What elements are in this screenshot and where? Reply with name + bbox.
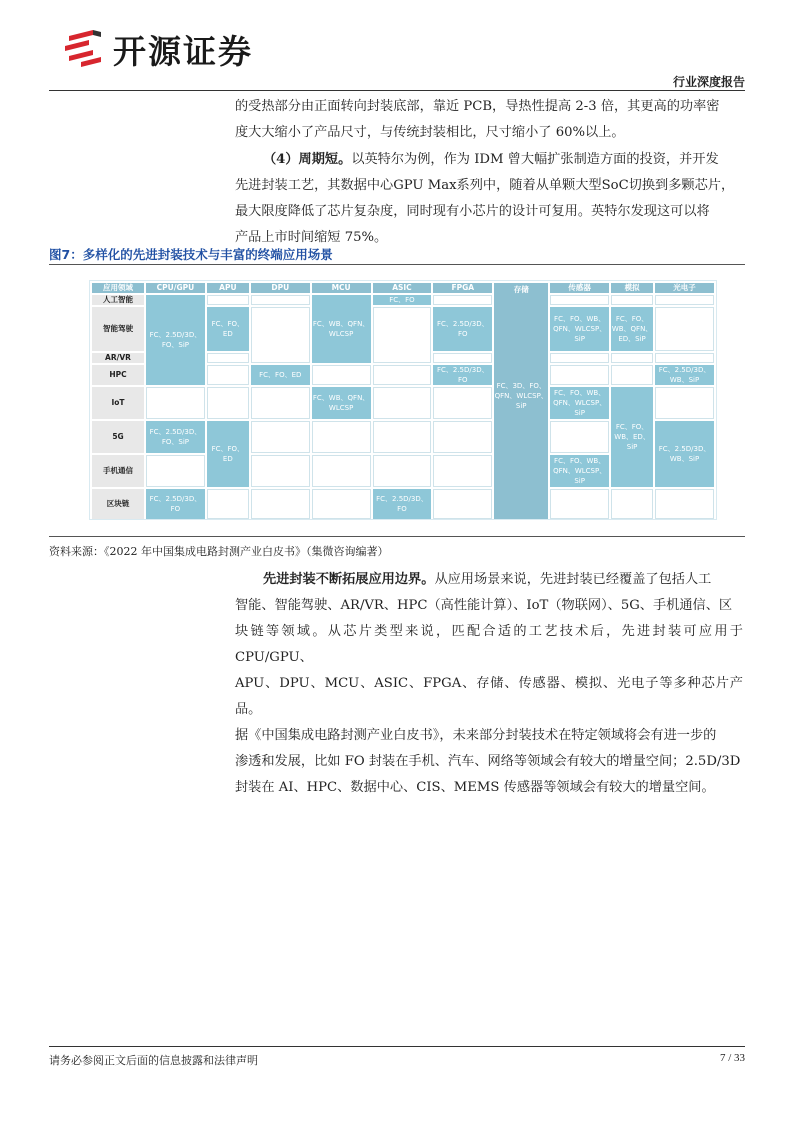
table-cell: FC、2.5D/3D、FO、SiP [146, 295, 205, 385]
col-header: FPGA [433, 283, 492, 293]
col-header: 模拟 [611, 283, 653, 293]
row-header: 5G [92, 421, 144, 453]
table-cell: FC、WB、QFN、WLCSP [312, 387, 371, 419]
col-header: CPU/GPU [146, 283, 205, 293]
text-line: 度大大缩小了产品尺寸，与传统封装相比，尺寸缩小了 60%以上。 [235, 125, 625, 140]
col-header: 光电子 [655, 283, 714, 293]
application-table [90, 281, 716, 521]
table-cell: FC、2.5D/3D、FO、SiP [146, 421, 205, 453]
text-line: 最大限度降低了芯片复杂度，同时现有小芯片的设计可复用。英特尔发现这可以将 [235, 204, 710, 219]
table-cell: FC、2.5D/3D、WB、SiP [655, 365, 714, 385]
table-cell: FC、FO、ED [207, 307, 249, 351]
paragraph-boundary [235, 567, 743, 801]
brand-logo-icon [63, 26, 107, 70]
table-cell: FC、FO、WB、ED、SiP [611, 387, 653, 487]
text-line: （4）周期短。以英特尔为例，作为 IDM 曾大幅扩张制造方面的投资，并开发 [263, 152, 719, 167]
brand-name: 开源证券 [113, 32, 253, 71]
col-header: MCU [312, 283, 371, 293]
row-header: AR/VR [92, 353, 144, 363]
col-header-storage: 存储 FC、3D、FO、QFN、WLCSP、SiP [494, 283, 548, 519]
table-cell: FC、WB、QFN、WLCSP [312, 295, 371, 363]
page-number: 7 / 33 [719, 1052, 745, 1064]
table-cell: FC、2.5D/3D、FO [433, 307, 492, 351]
figure-top-rule [49, 264, 745, 265]
table-cell: FC、FO、WB、QFN、WLCSP、SiP [550, 387, 609, 419]
figure-title: 图7：多样化的先进封装技术与丰富的终端应用场景 [49, 247, 333, 262]
col-header: DPU [251, 283, 310, 293]
text-line: 智能、智能驾驶、AR/VR、HPC（高性能计算）、IoT（物联网）、5G、手机通信、区 [235, 598, 733, 613]
text-line: 先进封装工艺，其数据中心GPU Max系列中，随着从单颗大型SoC切换到多颗芯片， [235, 178, 735, 193]
paragraph-heat [235, 94, 743, 146]
table-cell: FC、FO [373, 295, 432, 305]
table-cell: FC、2.5D/3D、FO [373, 489, 432, 519]
table-cell: FC、FO、ED [251, 365, 310, 385]
table-cell: FC、2.5D/3D、FO [433, 365, 492, 385]
application-matrix [89, 280, 717, 520]
col-header: 传感器 [550, 283, 609, 293]
text-line: 块链等领域。从芯片类型来说，匹配合适的工艺技术后，先进封装可应用于CPU/GPU、 [235, 624, 743, 665]
header-divider [49, 90, 745, 91]
row-header: 智能驾驶 [92, 307, 144, 351]
table-cell: FC、2.5D/3D、WB、SiP [655, 421, 714, 487]
col-header: ASIC [373, 283, 432, 293]
table-cell: FC、3D、FO、QFN、WLCSP、SiP [494, 382, 548, 410]
text-line: 先进封装不断拓展应用边界。从应用场景来说，先进封装已经覆盖了包括人工 [263, 572, 712, 587]
table-corner-header: 应用领域 [92, 283, 144, 293]
paragraph-cycle [235, 147, 743, 251]
text-line: 据《中国集成电路封测产业白皮书》，未来部分封装技术在特定领域将会有进一步的 [235, 728, 717, 743]
row-header: 手机通信 [92, 455, 144, 487]
text-line: APU、DPU、MCU、ASIC、FPGA、存储、传感器、模拟、光电子等多种芯片产品。 [235, 676, 743, 717]
table-cell: FC、FO、WB、QFN、ED、SiP [611, 307, 653, 351]
figure-source: 资料来源：《2022 年中国集成电路封测产业白皮书》（集微咨询编著） [49, 545, 389, 558]
paragraph-boundary-heading: 先进封装不断拓展应用边界。 [263, 572, 435, 587]
paragraph-cycle-heading: （4）周期短。 [263, 152, 352, 167]
row-header: HPC [92, 365, 144, 385]
text-line: 渗透和发展，比如 FO 封装在手机、汽车、网络等领域会有较大的增量空间；2.5D/3D [235, 754, 741, 769]
report-type-tag: 行业深度报告 [672, 75, 745, 89]
figure-bottom-rule [49, 536, 745, 537]
table-cell: FC、2.5D/3D、FO [146, 489, 205, 519]
row-header: IoT [92, 387, 144, 419]
text-line: 产品上市时间缩短 75%。 [235, 230, 388, 245]
row-header: 人工智能 [92, 295, 144, 305]
footer-disclaimer: 请务必参阅正文后面的信息披露和法律声明 [49, 1054, 258, 1067]
text-line: 封装在 AI、HPC、数据中心、CIS、MEMS 传感器等领域会有较大的增量空间。 [235, 780, 715, 795]
table-cell: FC、FO、WB、QFN、WLCSP、SiP [550, 307, 609, 351]
row-header: 区块链 [92, 489, 144, 519]
text-line: 的受热部分由正面转向封装底部，靠近 PCB，导热性提高 2-3 倍，其更高的功率密 [235, 99, 720, 114]
col-header: APU [207, 283, 249, 293]
table-cell: FC、FO、ED [207, 421, 249, 487]
footer-divider [49, 1046, 745, 1047]
table-cell: FC、FO、WB、QFN、WLCSP、SiP [550, 455, 609, 487]
brand-logo [63, 24, 303, 72]
